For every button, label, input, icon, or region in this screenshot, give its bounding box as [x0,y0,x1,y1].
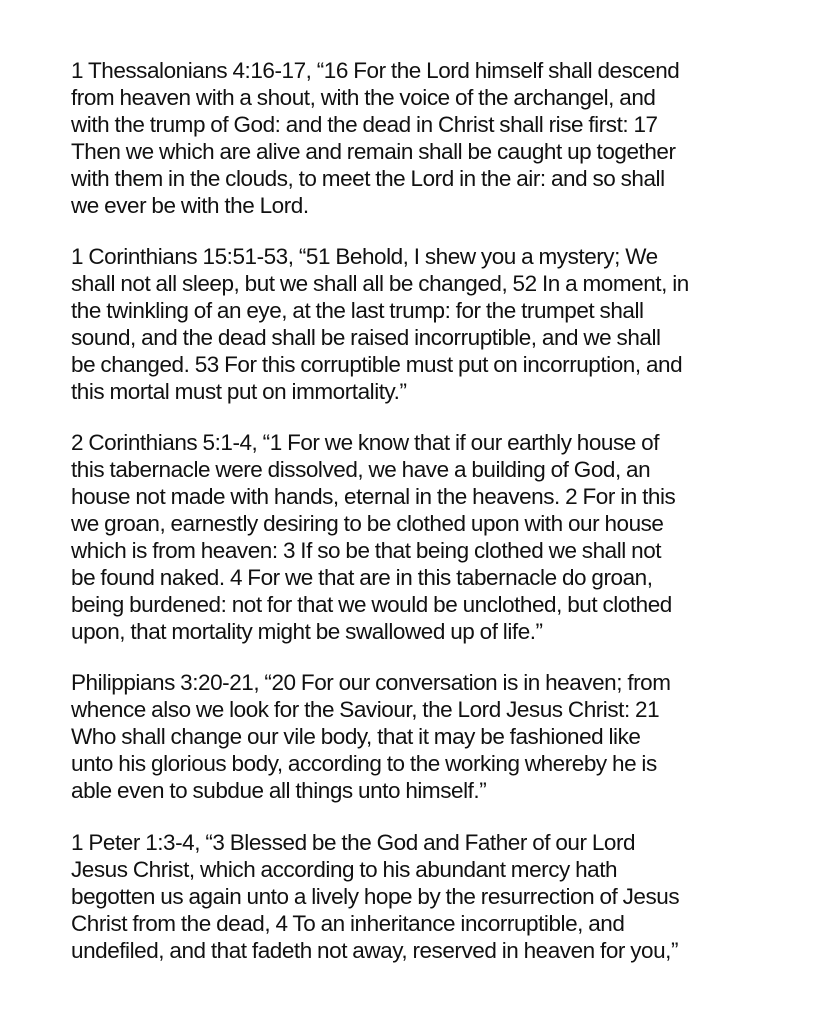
passage-line: upon, that mortality might be swallowed up of life.” [71,619,543,644]
passage-line: being burdened: not for that we would be unclothed, but clothed [71,592,672,617]
passage-line: be changed. 53 For this corruptible must put on incorruption, and [71,352,683,377]
passage-line: sound, and the dead shall be raised incorruptible, and we shall [71,325,661,350]
passage-line: from heaven with a shout, with the voice of the archangel, and [71,85,656,110]
passage-line: Then we which are alive and remain shall be caught up together [71,139,676,164]
passage-line: we ever be with the Lord. [71,193,309,218]
passage-line: 1 Corinthians 15:51-53, “51 Behold, I shew you a mystery; We [71,244,658,269]
passage-line: 1 Peter 1:3-4, “3 Blessed be the God and Father of our Lord [71,830,636,855]
passage-line: unto his glorious body, according to the working whereby he is [71,751,657,776]
passage-line: Jesus Christ, which according to his abundant mercy hath [71,857,618,882]
passage-line: Philippians 3:20-21, “20 For our conversation is in heaven; from [71,670,671,695]
passage-line: shall not all sleep, but we shall all be changed, 52 In a moment, in [71,271,689,296]
passage-line: begotten us again unto a lively hope by the resurrection of Jesus [71,884,680,909]
passage-line: able even to subdue all things unto himself.” [71,778,487,803]
passage-line: be found naked. 4 For we that are in this tabernacle do groan, [71,565,653,590]
passage-line: 1 Thessalonians 4:16-17, “16 For the Lord himself shall descend [71,58,680,83]
passage-1-peter [71,829,679,964]
passage-line: which is from heaven: 3 If so be that being clothed we shall not [71,538,662,563]
passage-line: Who shall change our vile body, that it may be fashioned like [71,724,641,749]
passage-line: with them in the clouds, to meet the Lord in the air: and so shall [71,166,665,191]
passage-line: Christ from the dead, 4 To an inheritance incorruptible, and [71,911,625,936]
passage-philippians [71,669,671,804]
passage-line: this mortal must put on immortality.” [71,379,407,404]
passage-line: the twinkling of an eye, at the last trump: for the trumpet shall [71,298,644,323]
passage-line: this tabernacle were dissolved, we have a building of God, an [71,457,651,482]
passage-line: we groan, earnestly desiring to be clothed upon with our house [71,511,664,536]
passage-2-corinthians [71,429,675,645]
passage-line: undefiled, and that fadeth not away, reserved in heaven for you,” [71,938,679,963]
passage-line: house not made with hands, eternal in the heavens. 2 For in this [71,484,676,509]
passage-line: with the trump of God: and the dead in Christ shall rise first: 17 [71,112,658,137]
passage-1-thessalonians [71,57,679,219]
passage-1-corinthians [71,243,689,405]
passage-line: 2 Corinthians 5:1-4, “1 For we know that if our earthly house of [71,430,660,455]
passage-line: whence also we look for the Saviour, the Lord Jesus Christ: 21 [71,697,660,722]
